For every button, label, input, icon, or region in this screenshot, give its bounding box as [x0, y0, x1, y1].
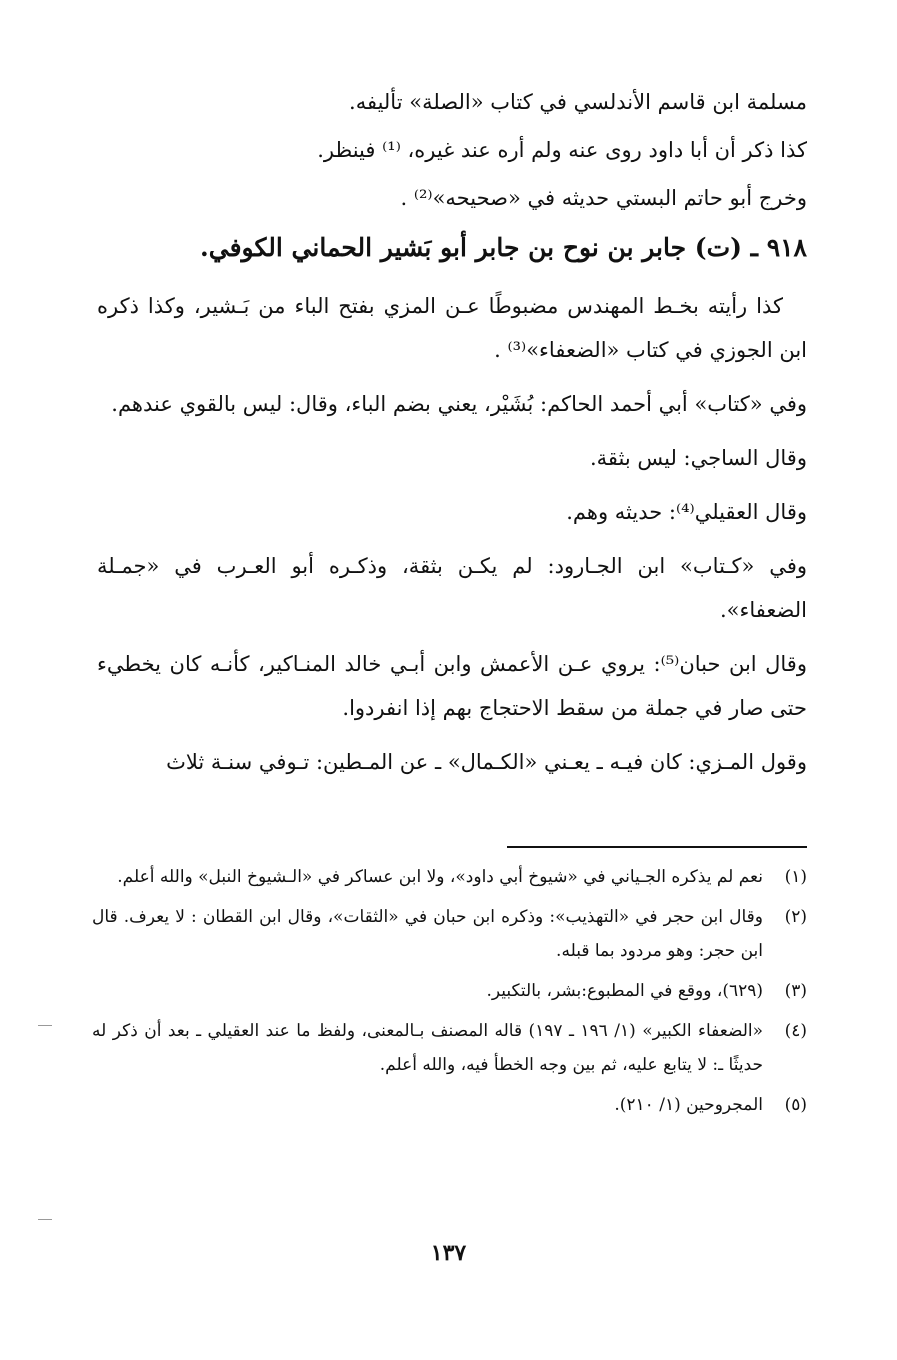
footnote-text: المجروحين (١/ ٢١٠). [614, 1095, 763, 1115]
footnote-text: وقال ابن حجر في «التهذيب»: وذكره ابن حبان في «الثقات»، وقال ابن القطان : لا يعرف. قال ابن حجر: وهو مردود بما قبله. [92, 907, 763, 961]
margin-mark [38, 1025, 52, 1026]
main-text [97, 80, 807, 794]
footnote-number: (٣) [784, 981, 807, 1001]
footnote-1 [92, 860, 807, 894]
paragraph-4: وقال العقيلي⁽⁴⁾: حديثه وهم. [566, 500, 807, 524]
footnote-5 [92, 1088, 807, 1122]
paragraph-1: كذا رأيته بخـط المهندس مضبوطًا عـن المزي بفتح الباء من بَـشير، وكذا ذكره ابن الجوزي في كتاب «الضعفاء»⁽³⁾ . [97, 294, 807, 362]
body-line-1: مسلمة ابن قاسم الأندلسي في كتاب «الصلة» تأليفه. [349, 90, 807, 114]
footnote-text: (٦٢٩)، ووقع في المطبوع:بشر، بالتكبير. [486, 981, 763, 1001]
page-number: ١٣٧ [430, 1240, 467, 1266]
footnotes [92, 860, 807, 1128]
footnote-4 [92, 1014, 807, 1082]
footnote-2 [92, 900, 807, 968]
footnote-number: (٥) [784, 1095, 807, 1115]
footnote-separator [507, 846, 807, 848]
body-line-2: كذا ذكر أن أبا داود روى عنه ولم أره عند غيره، ⁽¹⁾ فينظر. [317, 138, 807, 162]
paragraph-6: وقال ابن حبان⁽⁵⁾: يروي عـن الأعمش وابن أبـي خالد المنـاكير، كأنـه كان يخطيء حتى صار في جملة من سقط الاحتجاج بهم إذا انفردوا. [97, 652, 807, 720]
paragraph-5: وفي «كـتاب» ابن الجـارود: لم يكـن بثقة، وذكـره أبو العـرب في «جمـلة الضعفاء». [97, 554, 807, 622]
footnote-number: (٢) [784, 907, 807, 927]
paragraph-3: وقال الساجي: ليس بثقة. [589, 446, 807, 470]
body-line-3: وخرج أبو حاتم البستي حديثه في «صحيحه»⁽²⁾ . [400, 186, 807, 210]
footnote-3 [92, 974, 807, 1008]
margin-mark [38, 1219, 52, 1220]
footnote-text: «الضعفاء الكبير» (١/ ١٩٦ ـ ١٩٧) قاله المصنف بـالمعنى، ولفظ ما عند العقيلي ـ بعد أن ذكر له حديثًا ـ: لا يتابع عليه، ثم بين وجه الخطأ فيه، والله أعلم. [92, 1021, 763, 1075]
footnote-number: (١) [784, 867, 807, 887]
paragraph-7: وقول المـزي: كان فيـه ـ يعـني «الكـمال» ـ عن المـطين: تـوفي سنـة ثلاث [166, 750, 807, 774]
entry-heading: ٩١٨ ـ (ت) جابر بن نوح بن جابر أبو بَشير الحماني الكوفي. [200, 233, 807, 262]
footnote-number: (٤) [784, 1021, 807, 1041]
footnote-text: نعم لم يذكره الجـياني في «شيوخ أبي داود»، ولا ابن عساكر في «الـشيوخ النبل» والله أعلم. [117, 867, 763, 887]
paragraph-2: وفي «كتاب» أبي أحمد الحاكم: بُشَيْر، يعني بضم الباء، وقال: ليس بالقوي عندهم. [111, 392, 807, 416]
